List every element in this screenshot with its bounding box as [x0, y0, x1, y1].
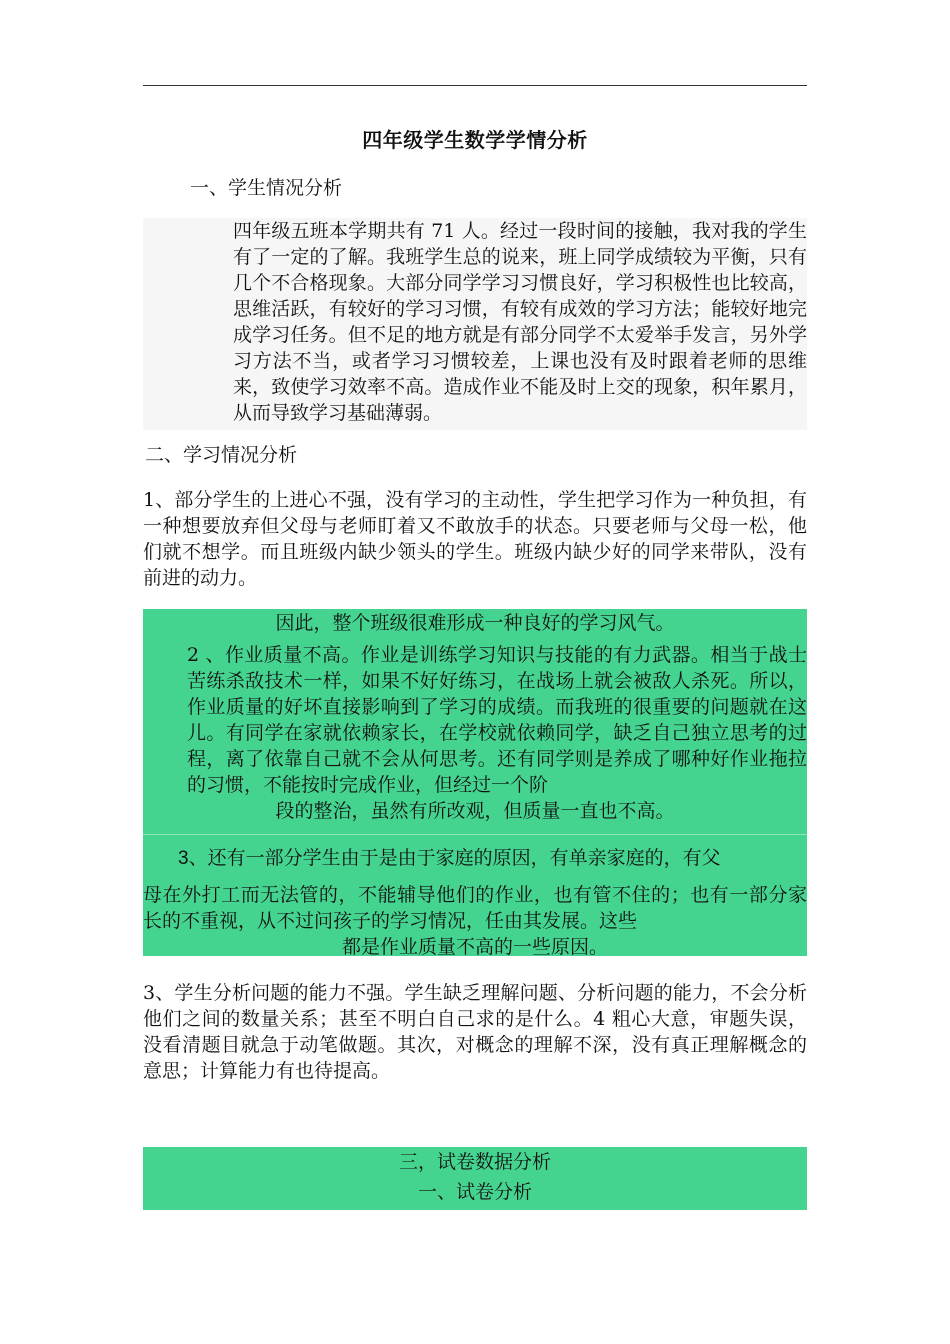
point3-paragraph — [143, 845, 807, 960]
point2-text: 2 、作业质量不高。作业是训练学习知识与技能的有力武器。相当于战士苦练杀敌技术一样，如果不好好练习，在战场上就会被敌人杀死。所以，作业质量的好坏直接影响到了学习的成绩。而我班的很重要的问题就在这儿。有同学在家就依赖家长，在学校就依赖同学，缺乏自己独立思考的过程，离了依靠自己就不会从何思考。还有同学则是养成了哪种好作业拖拉的习惯，不能按时完成作业，但经过一个阶 — [187, 644, 807, 796]
document-title: 四年级学生数学学情分析 — [362, 128, 588, 152]
point3-number: 3 — [178, 848, 189, 869]
point3-end: 都是作业质量不高的一些原因。 — [341, 936, 608, 958]
point3-first-text: 、还有一部分学生由于是由于家庭的原因，有单亲家庭的，有父 — [188, 847, 721, 869]
point1-continuation: 因此，整个班级很难形成一种良好的学习风气。 — [275, 612, 675, 634]
section3-subheading: 一、试卷分析 — [417, 1181, 532, 1203]
point3-rest: 母在外打工而无法管的，不能辅导他们的作业，也有管不住的；也有一部分家长的不重视，从不过问孩子的学习情况，任由其发展。这些 — [143, 884, 807, 932]
point2-end: 段的整治，虽然有所改观，但质量一直也不高。 — [275, 800, 675, 822]
section3-heading: 三，试卷数据分析 — [398, 1151, 551, 1173]
section1-paragraph-text: 四年级五班本学期共有 71 人。经过一段时间的接触，我对我的学生有了一定的了解。我班学生总的说来，班上同学成绩较为平衡，只有几个不合格现象。大部分同学学习习惯良好，学习积极性也比较高，思维活跃，有较好的学习习惯，有较有成效的学习方法；能较好地完成学习任务。但不足的地方就是有部分同学不太爱举手发言，另外学习方法不当，或者学习习惯较差，上课也没有及时跟着老师的思维来，致使学习效率不高。造成作业不能及时上交的现象，积年累月，从而导致学习基础薄弱。 — [233, 220, 807, 424]
point2-paragraph — [143, 642, 807, 824]
section1-paragraph — [143, 218, 807, 430]
point3-first-line — [143, 845, 807, 872]
block-divider — [143, 834, 807, 835]
section3-block — [143, 1147, 807, 1210]
section2-heading: 二、学习情况分析 — [145, 444, 298, 466]
point3b-paragraph: 3、学生分析问题的能力不强。学生缺乏理解问题、分析问题的能力，不会分析他们之间的数量关系；甚至不明白自己求的是什么。4 粗心大意，审题失误，没看清题目就急于动笔做题。其次，对概念的理解不深，没有真正理解概念的意思；计算能力有也待提高。 — [143, 982, 807, 1082]
highlight-block — [143, 609, 807, 956]
header-rule — [143, 85, 807, 86]
section1-heading: 一、学生情况分析 — [190, 177, 343, 199]
point1-paragraph: 1、部分学生的上进心不强，没有学习的主动性，学生把学习作为一种负担，有一种想要放弃但父母与老师盯着又不敢放手的状态。只要老师与父母一松，他们就不想学。而且班级内缺少领头的学生。班级内缺少好的同学来带队，没有前进的动力。 — [143, 489, 807, 589]
